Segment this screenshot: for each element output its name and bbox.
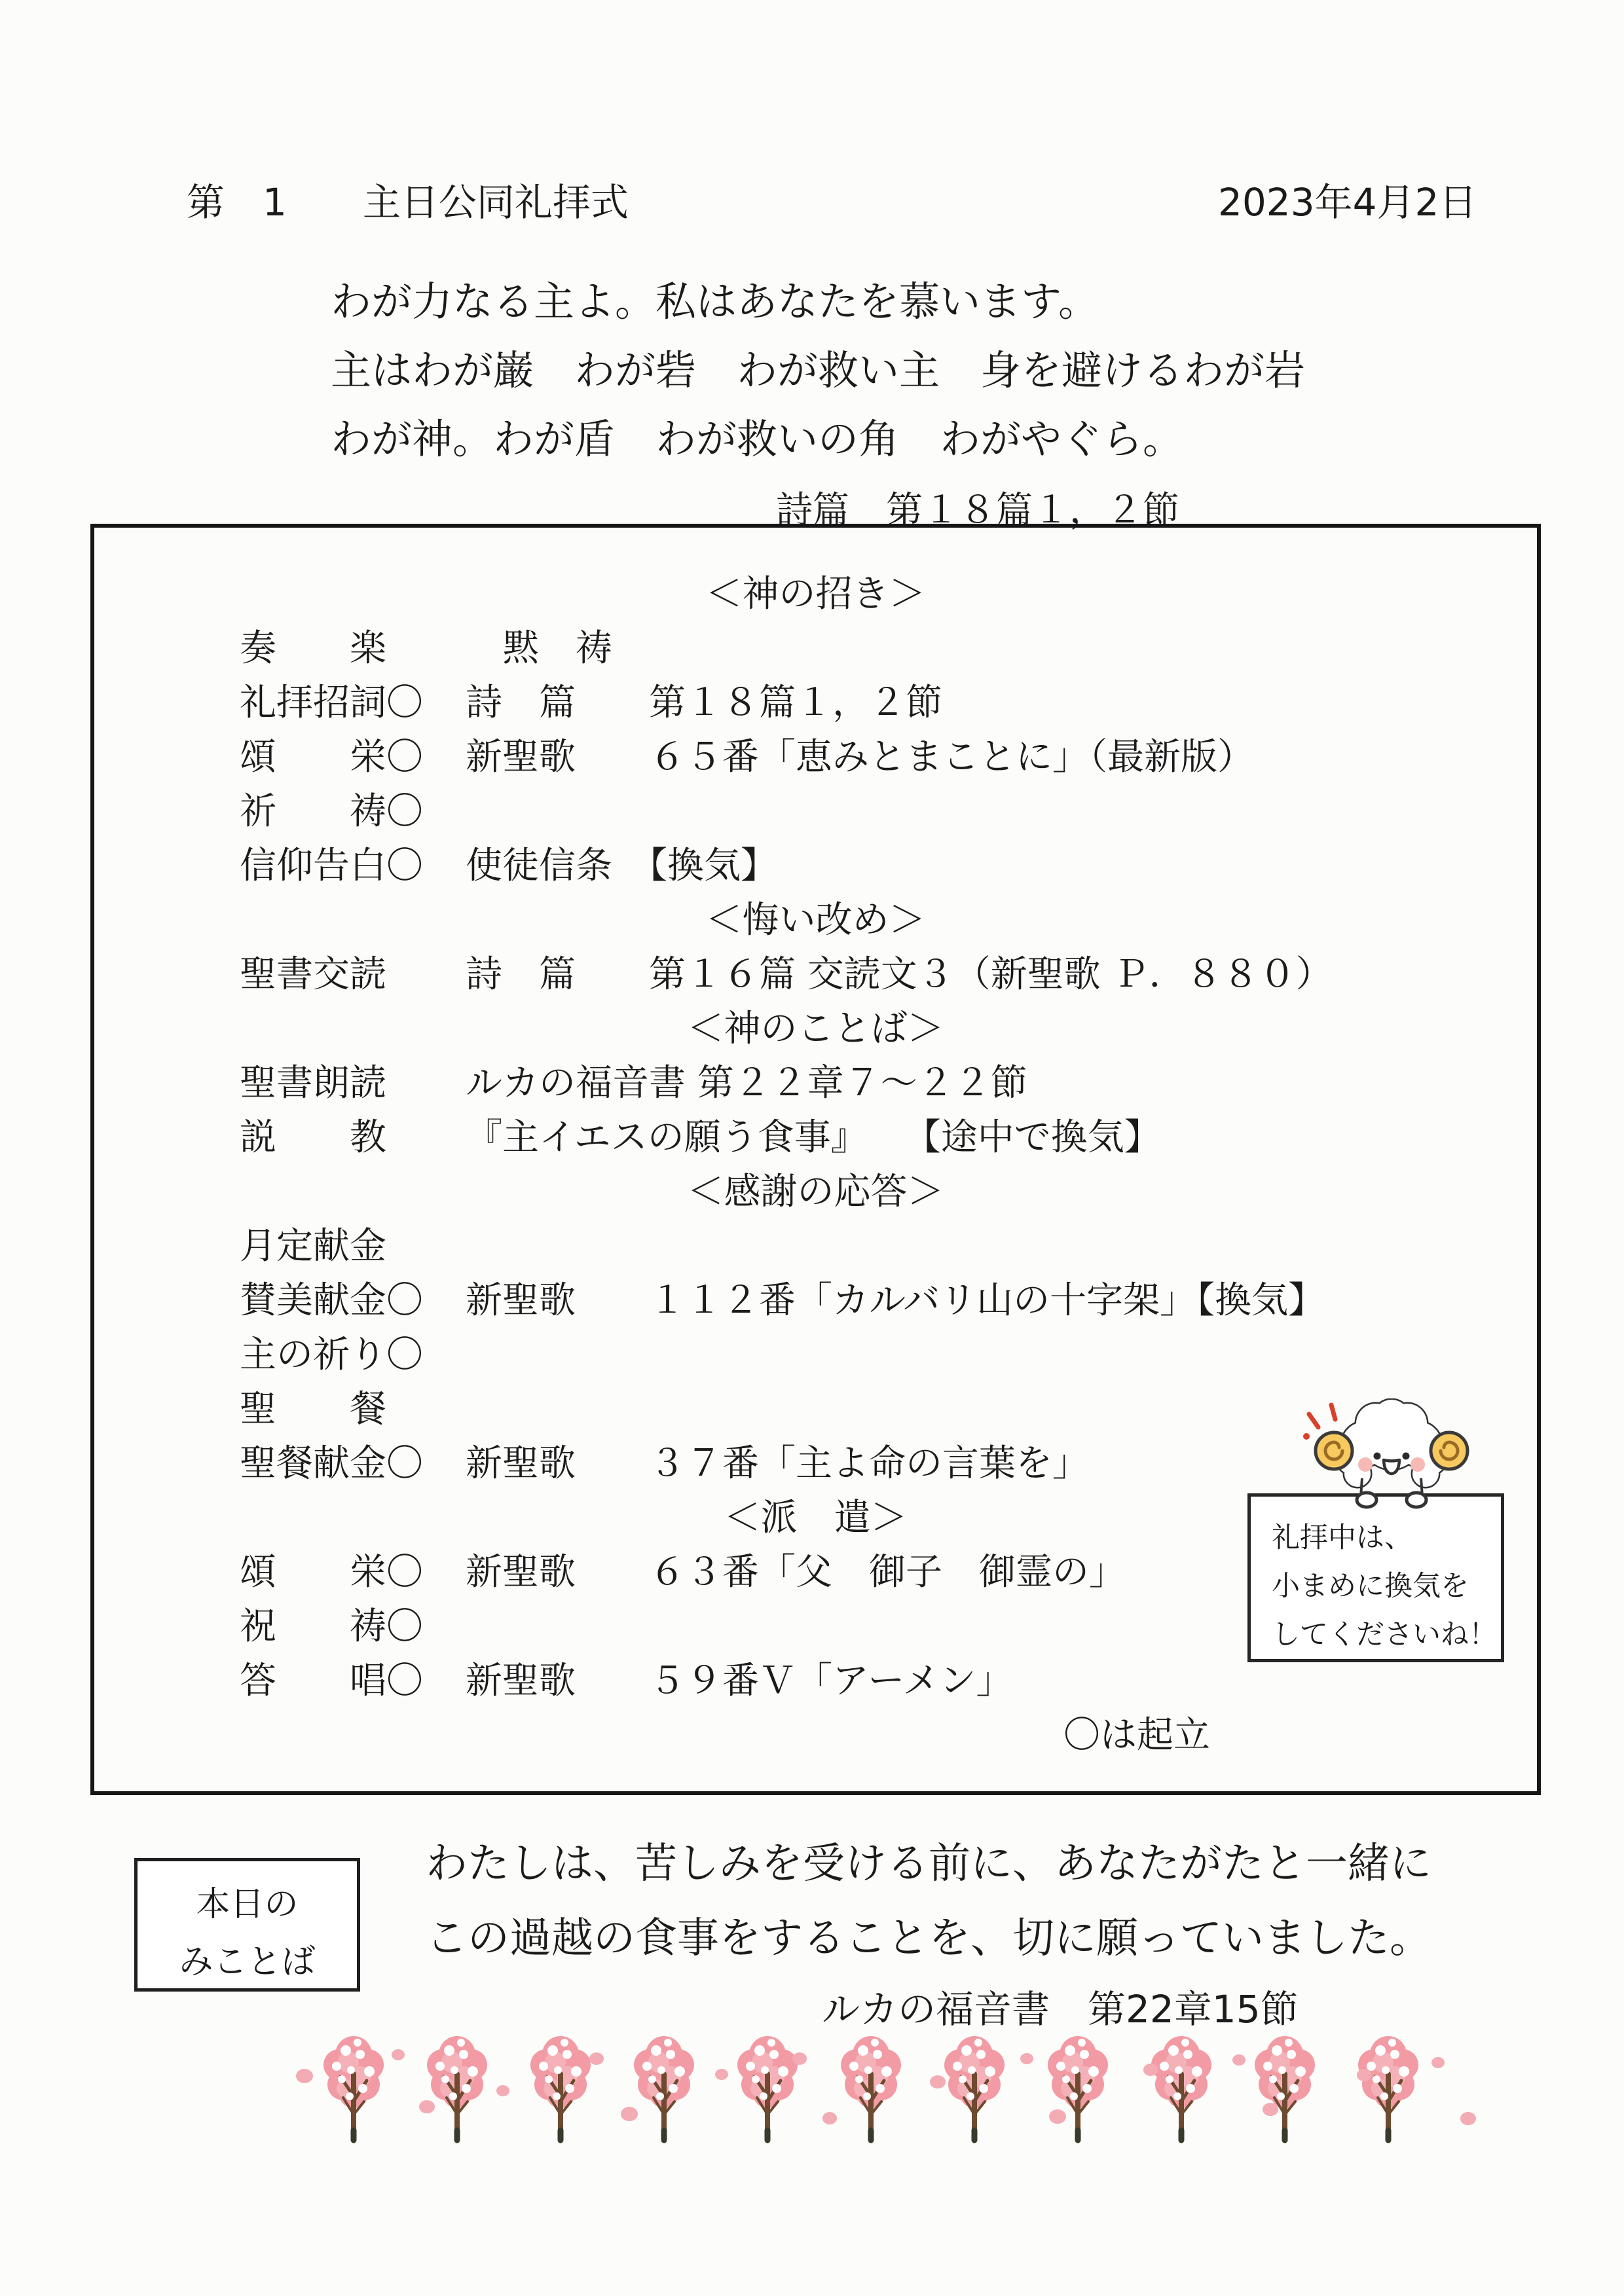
section-heading: ＜神の招き＞ <box>705 573 926 615</box>
petal-icon <box>296 2069 313 2083</box>
program-role: 説 教 <box>240 1116 386 1159</box>
todays-word-label: 本日の <box>196 1885 299 1924</box>
section-heading: ＜神のことば＞ <box>687 1008 944 1050</box>
program-detail: 『主イエスの願う食事』 【途中で換気】 <box>466 1116 1161 1159</box>
section-heading: ＜悔い改め＞ <box>705 899 926 941</box>
scripture-line: この過越の食事をすることを、切に願っていました。 <box>426 1914 1431 1963</box>
cherry-tree-icon <box>317 2028 390 2159</box>
program-detail: 新聖歌 １１２番「カルバリ山の十字架」【換気】 <box>466 1279 1325 1322</box>
cherry-tree-icon <box>731 2028 804 2159</box>
page-title: 第 1 主日公同礼拝式 <box>187 180 629 225</box>
section-heading: ＜派 遣＞ <box>724 1497 908 1539</box>
sheep-mascot-icon <box>1293 1398 1490 1510</box>
cherry-tree-icon <box>627 2028 701 2159</box>
program-role: 奏 楽 <box>240 627 386 670</box>
cherry-tree-icon <box>938 2028 1011 2159</box>
petal-icon <box>1357 2069 1371 2081</box>
petal-icon <box>1020 2053 1033 2064</box>
program-role: 月定献金 <box>240 1225 386 1267</box>
program-role: 祝 祷〇 <box>240 1605 423 1648</box>
program-role: 主の祈り〇 <box>240 1334 423 1376</box>
todays-word-box <box>134 1858 360 1992</box>
program-detail: 黙 祷 <box>466 627 612 670</box>
program-row <box>94 1328 1537 1382</box>
ventilation-note-line: 小まめに換気を <box>1272 1570 1469 1603</box>
section-heading: ＜感謝の応答＞ <box>687 1171 944 1213</box>
cherry-tree-icon <box>524 2028 597 2159</box>
ventilation-note-line: 礼拝中は、 <box>1272 1522 1412 1554</box>
ventilation-sign <box>1247 1493 1504 1662</box>
program-role: 賛美献金〇 <box>240 1279 423 1322</box>
program-row <box>94 1219 1537 1273</box>
program-row <box>94 1110 1537 1165</box>
petal-icon <box>621 2107 638 2121</box>
program-detail: ルカの福音書 第２２章７～２２節 <box>466 1062 1027 1104</box>
scripture-line: わが神。わが盾 わが救いの角 わがやぐら。 <box>331 415 1184 463</box>
program-detail: 新聖歌 ５９番Ｖ「アーメン」 <box>466 1660 1013 1702</box>
program-row <box>94 784 1537 839</box>
program-row <box>94 947 1537 1002</box>
program-row <box>94 1273 1537 1328</box>
todays-word-label: みことば <box>179 1942 316 1982</box>
opening-scripture-lines <box>331 267 1305 473</box>
scripture-line: 主はわが巌 わが砦 わが救い主 身を避けるわが岩 <box>331 346 1306 394</box>
program-role: 聖 餐 <box>240 1388 386 1430</box>
petal-icon <box>792 2052 807 2065</box>
petal-icon <box>1049 2109 1066 2124</box>
opening-scripture-reference: 詩篇 第１８篇１，２節 <box>776 489 1179 532</box>
program-role: 祈 祷〇 <box>240 790 423 833</box>
cherry-tree-icon <box>1145 2028 1218 2159</box>
scripture-line: わが力なる主よ。私はあなたを慕います。 <box>331 278 1099 325</box>
ventilation-note-line: してくださいね！ <box>1272 1618 1497 1651</box>
program-row <box>94 621 1537 676</box>
program-role: 頌 栄〇 <box>240 1551 423 1594</box>
program-role: 聖書朗読 <box>240 1062 386 1104</box>
petal-icon <box>1460 2112 1476 2125</box>
petal-icon <box>589 2052 604 2065</box>
program-role: 聖書交読 <box>240 953 386 996</box>
petal-icon <box>392 2049 405 2060</box>
petal-icon <box>1143 2064 1158 2076</box>
cherry-tree-icon <box>834 2028 908 2159</box>
closing-quote-lines <box>426 1827 1431 1976</box>
petal-icon <box>715 2069 728 2080</box>
petal-icon <box>1431 2057 1445 2068</box>
closing-quote-reference: ルカの福音書 第22章15節 <box>822 1987 1299 2032</box>
program-row <box>94 676 1537 730</box>
program-role: 信仰告白〇 <box>240 845 423 887</box>
cherry-tree-icon <box>420 2028 494 2159</box>
program-role: 聖餐献金〇 <box>240 1442 423 1485</box>
program-detail: 新聖歌 ６５番「恵みとまことに」（最新版） <box>466 736 1254 778</box>
emphasis-marks-icon <box>1309 1405 1335 1427</box>
service-date: 2023年4月2日 <box>1218 180 1477 225</box>
stand-note: 〇は起立 <box>1063 1714 1210 1757</box>
petal-icon <box>822 2112 837 2124</box>
program-detail: 詩 篇 第１８篇１，２節 <box>466 682 942 724</box>
program-role: 答 唱〇 <box>240 1660 423 1702</box>
scripture-line: わたしは、苦しみを受ける前に、あなたがたと一緒に <box>426 1840 1431 1888</box>
program-row <box>94 839 1537 893</box>
program-row <box>94 1056 1537 1110</box>
program-row <box>94 730 1537 784</box>
petal-icon <box>496 2085 509 2096</box>
program-detail: 詩 篇 第１６篇 交読文３（新聖歌 Ｐ．８８０） <box>466 953 1333 996</box>
cherry-tree-icon <box>1041 2028 1115 2159</box>
petal-icon <box>1232 2054 1246 2066</box>
program-role: 頌 栄〇 <box>240 736 423 778</box>
program-role: 礼拝招詞〇 <box>240 682 423 724</box>
program-detail: 使徒信条 【換気】 <box>466 845 777 887</box>
program-detail: 新聖歌 ３７番「主よ命の言葉を」 <box>466 1442 1089 1485</box>
cherry-tree-icon <box>1248 2028 1321 2159</box>
cherry-tree-icon <box>1352 2028 1425 2159</box>
program-detail: 新聖歌 ６３番「父 御子 御霊の」 <box>466 1551 1126 1594</box>
